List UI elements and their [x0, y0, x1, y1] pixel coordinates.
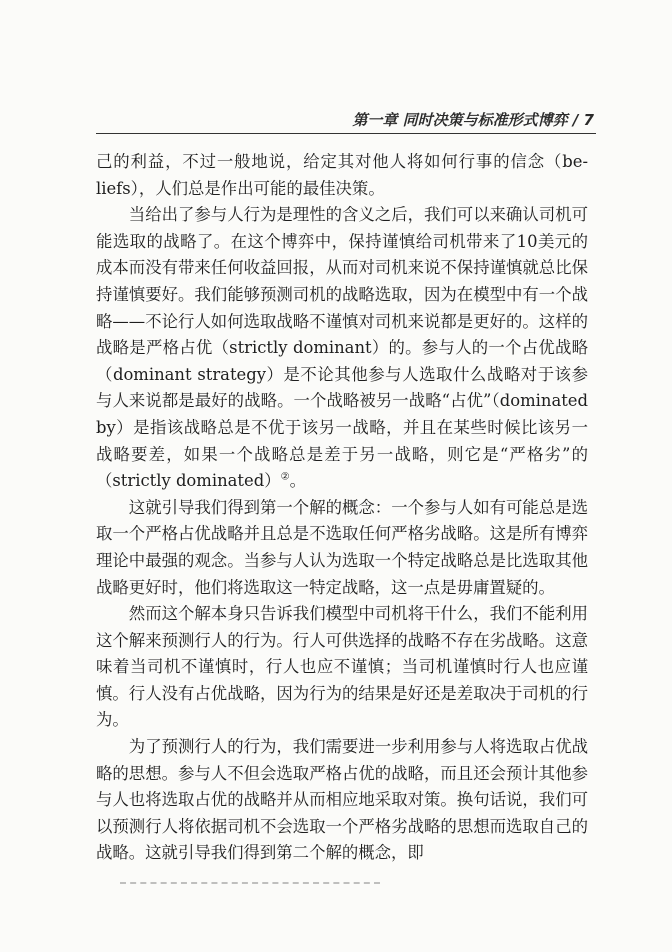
paragraph-text: 当给出了参与人行为是理性的含义之后，我们可以来确认司机可能选取的战略了。在这个博弈中，保持谨慎给司机带来了10美元的成本而没有带来任何收益回报，从而对司机来说不保持谨慎就总比保持谨慎要好。我们能够预测司机的战略选取，因为在模型中有一个战略——不论行人如何选取战略不谨慎对司机来说都是更好的。这样的战略是严格占优（strictly dominant）的。参与人的一个占优战略（dominant strategy）是不论其他参与人选取什么战略对于该参与人来说都是最好的战略。一个战略被另一战略“占优”（dominated by）是指该战略总是不优于该另一战略，并且在某些时候比该另一战略要差，如果一个战略总是差于另一战略，则它是“严格劣”的（strictly dominated）	[96, 205, 588, 491]
paragraph	[96, 202, 588, 495]
body-text	[96, 149, 588, 867]
paragraph: 为了预测行人的行为，我们需要进一步利用参与人将选取占优战略的思想。参与人不但会选取严格占优的战略，而且还会预计其他参与人也将选取占优的战略并从而相应地采取对策。换句话说，我们可以预测行人将依据司机不会选取一个严格劣战略的思想而选取自己的战略。这就引导我们得到第二个解的概念，即	[96, 737, 588, 863]
footnote-marker[interactable]: ②	[280, 471, 290, 483]
paragraph: 这就引导我们得到第一个解的概念：一个参与人如有可能总是选取一个严格占优战略并且总是不选取任何严格劣战略。这是所有博弈理论中最强的观念。当参与人认为选取一个特定战略总是比选取其他战略更好时，他们将选取这一特定战略，这一点是毋庸置疑的。	[96, 497, 588, 597]
running-header: 第一章 同时决策与标准形式博弈 / 7	[352, 111, 594, 129]
paragraph-end-punct: 。	[289, 471, 306, 491]
paragraph: 然而这个解本身只告诉我们模型中司机将干什么，我们不能利用这个解来预测行人的行为。行人可供选择的战略不存在劣战略。这意味着当司机不谨慎时，行人也应不谨慎；当司机谨慎时行人也应谨慎。行人没有占优战略，因为行为的结果是好还是差取决于司机的行为。	[96, 604, 588, 730]
header-rule	[96, 133, 596, 134]
scan-artifact	[120, 882, 380, 884]
paragraph-continued: 己的利益，不过一般地说，给定其对他人将如何行事的信念（be-liefs），人们总是作出可能的最佳决策。	[96, 152, 588, 198]
